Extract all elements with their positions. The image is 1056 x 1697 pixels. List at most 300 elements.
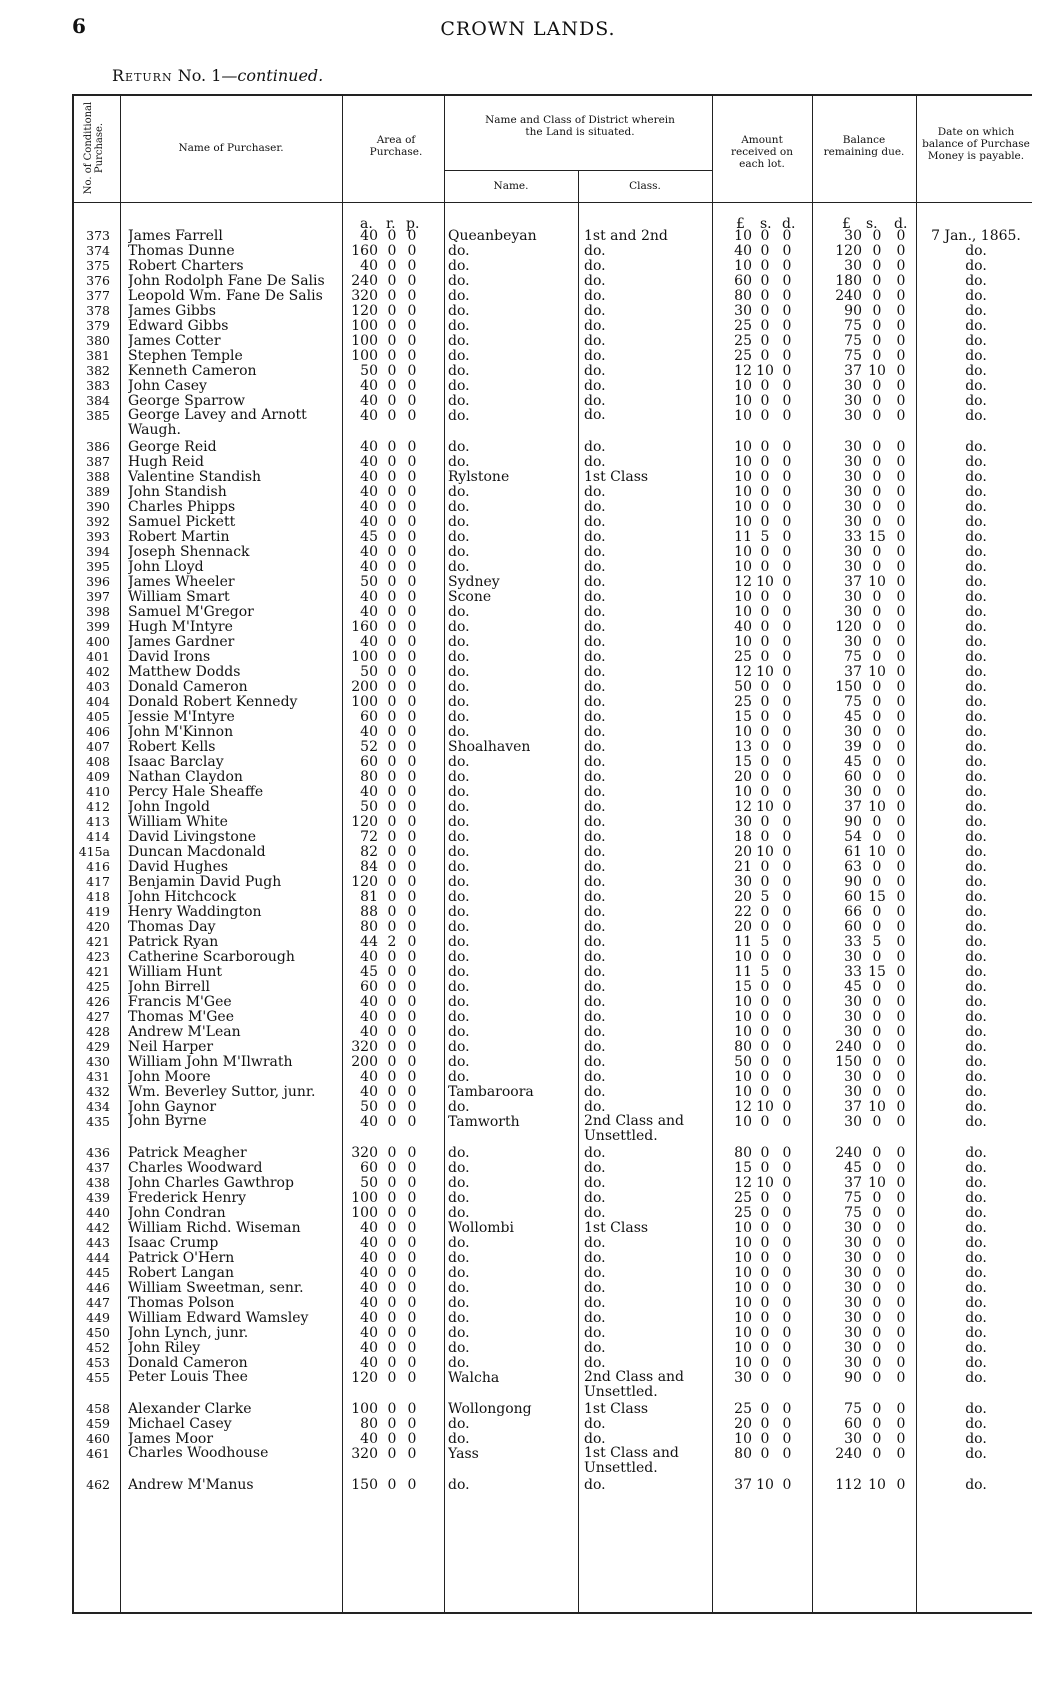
purchaser-name: John Byrne <box>128 1114 207 1129</box>
area-perches: 0 <box>407 393 417 409</box>
amount-pounds: 15 <box>734 979 752 995</box>
row-number: 429 <box>86 1039 110 1054</box>
balance-pence: 0 <box>896 273 906 289</box>
district-class: 1st Class <box>584 469 649 485</box>
row-number: 404 <box>86 694 110 709</box>
area-acres: 40 <box>360 469 378 485</box>
payable-date: do. <box>965 769 987 785</box>
unit-pence-balance: d. <box>894 216 908 232</box>
balance-shillings: 0 <box>872 634 882 650</box>
row-number: 388 <box>86 469 110 484</box>
area-perches: 0 <box>407 1190 417 1206</box>
balance-pounds: 75 <box>844 333 862 349</box>
area-acres: 40 <box>360 408 378 424</box>
amount-shillings: 0 <box>760 393 770 409</box>
district-name: do. <box>448 724 470 740</box>
area-perches: 0 <box>407 754 417 770</box>
amount-pence: 0 <box>782 318 792 334</box>
area-roods: 0 <box>387 288 397 304</box>
row-number: 418 <box>86 889 110 904</box>
purchaser-name: Stephen Temple <box>128 348 243 364</box>
amount-pounds: 12 <box>734 664 752 680</box>
balance-shillings: 0 <box>872 919 882 935</box>
area-roods: 0 <box>387 889 397 905</box>
district-name: do. <box>448 544 470 560</box>
district-name: Wollongong <box>448 1401 532 1417</box>
amount-shillings: 0 <box>760 1431 770 1447</box>
payable-date: do. <box>965 844 987 860</box>
area-acres: 200 <box>351 679 378 695</box>
balance-shillings: 10 <box>868 574 886 590</box>
district-class: do. <box>584 649 606 665</box>
balance-shillings: 0 <box>872 439 882 455</box>
area-acres: 72 <box>360 829 378 845</box>
area-roods: 0 <box>387 469 397 485</box>
purchaser-name: Patrick Meagher <box>128 1145 247 1161</box>
district-name: do. <box>448 664 470 680</box>
table-row <box>0 934 1056 950</box>
balance-shillings: 0 <box>872 769 882 785</box>
row-number: 452 <box>86 1340 110 1355</box>
area-roods: 0 <box>387 544 397 560</box>
amount-pence: 0 <box>782 754 792 770</box>
table-row <box>0 1160 1056 1176</box>
table-row <box>0 1250 1056 1266</box>
table-row <box>0 544 1056 560</box>
amount-pounds: 80 <box>734 1145 752 1161</box>
row-number: 453 <box>86 1355 110 1370</box>
balance-pence: 0 <box>896 784 906 800</box>
area-roods: 0 <box>387 679 397 695</box>
balance-pounds: 33 <box>844 529 862 545</box>
balance-pounds: 75 <box>844 649 862 665</box>
amount-shillings: 0 <box>760 454 770 470</box>
balance-pounds: 60 <box>844 1416 862 1432</box>
payable-date: do. <box>965 1039 987 1055</box>
balance-shillings: 0 <box>872 1114 882 1130</box>
amount-shillings: 0 <box>760 378 770 394</box>
row-number: 392 <box>86 514 110 529</box>
amount-shillings: 0 <box>760 408 770 424</box>
payable-date: do. <box>965 1401 987 1417</box>
amount-shillings: 10 <box>756 799 774 815</box>
amount-pounds: 25 <box>734 333 752 349</box>
area-roods: 0 <box>387 949 397 965</box>
amount-pence: 0 <box>782 1160 792 1176</box>
row-number: 421 <box>86 964 110 979</box>
district-class: do. <box>584 889 606 905</box>
row-number: 410 <box>86 784 110 799</box>
balance-pounds: 37 <box>844 664 862 680</box>
balance-pounds: 63 <box>844 859 862 875</box>
balance-pence: 0 <box>896 454 906 470</box>
amount-pence: 0 <box>782 994 792 1010</box>
payable-date: do. <box>965 439 987 455</box>
row-number: 458 <box>86 1401 110 1416</box>
amount-pence: 0 <box>782 859 792 875</box>
district-class: do. <box>584 634 606 650</box>
area-perches: 0 <box>407 1477 417 1493</box>
purchaser-name: John Rodolph Fane De Salis <box>128 273 325 289</box>
area-roods: 0 <box>387 1370 397 1386</box>
area-perches: 0 <box>407 1325 417 1341</box>
purchaser-name: James Gibbs <box>128 303 216 319</box>
area-acres: 40 <box>360 784 378 800</box>
district-class: do. <box>584 348 606 364</box>
row-number: 375 <box>86 258 110 273</box>
district-name: do. <box>448 1250 470 1266</box>
area-perches: 0 <box>407 934 417 950</box>
balance-pence: 0 <box>896 1114 906 1130</box>
purchaser-name: William Richd. Wiseman <box>128 1220 301 1236</box>
balance-pounds: 30 <box>844 544 862 560</box>
purchaser-name: Isaac Crump <box>128 1235 219 1251</box>
purchaser-name: John Lloyd <box>128 559 204 575</box>
amount-pounds: 12 <box>734 1175 752 1191</box>
row-number: 446 <box>86 1280 110 1295</box>
table-row <box>0 874 1056 890</box>
table-row <box>0 484 1056 500</box>
area-acres: 81 <box>360 889 378 905</box>
area-perches: 0 <box>407 559 417 575</box>
payable-date: do. <box>965 1280 987 1296</box>
amount-shillings: 0 <box>760 1325 770 1341</box>
area-acres: 40 <box>360 1325 378 1341</box>
balance-pounds: 54 <box>844 829 862 845</box>
area-perches: 0 <box>407 859 417 875</box>
amount-pounds: 20 <box>734 889 752 905</box>
row-number: 435 <box>86 1114 110 1129</box>
area-perches: 0 <box>407 979 417 995</box>
district-class: do. <box>584 1160 606 1176</box>
district-name: Tamworth <box>448 1114 520 1130</box>
balance-pounds: 30 <box>844 784 862 800</box>
purchaser-name: John Moore <box>128 1069 211 1085</box>
amount-pounds: 10 <box>734 784 752 800</box>
district-class: do. <box>584 1039 606 1055</box>
table-row <box>0 754 1056 770</box>
payable-date: do. <box>965 1009 987 1025</box>
area-roods: 0 <box>387 574 397 590</box>
amount-pounds: 10 <box>734 1009 752 1025</box>
amount-pence: 0 <box>782 979 792 995</box>
amount-pounds: 10 <box>734 949 752 965</box>
district-name: do. <box>448 1295 470 1311</box>
payable-date: do. <box>965 949 987 965</box>
balance-pounds: 30 <box>844 1009 862 1025</box>
row-number: 374 <box>86 243 110 258</box>
amount-shillings: 0 <box>760 1446 770 1462</box>
district-class: 1st and 2nd <box>584 228 668 244</box>
purchaser-name: Robert Kells <box>128 739 216 755</box>
balance-pounds: 75 <box>844 1401 862 1417</box>
amount-pence: 0 <box>782 1175 792 1191</box>
table-row <box>0 829 1056 845</box>
row-number: 408 <box>86 754 110 769</box>
payable-date: do. <box>965 1235 987 1251</box>
area-perches: 0 <box>407 1160 417 1176</box>
area-acres: 50 <box>360 664 378 680</box>
area-perches: 0 <box>407 1039 417 1055</box>
table-row <box>0 619 1056 635</box>
payable-date: do. <box>965 994 987 1010</box>
district-class: do. <box>584 559 606 575</box>
balance-pounds: 30 <box>844 499 862 515</box>
payable-date: do. <box>965 1190 987 1206</box>
amount-shillings: 0 <box>760 273 770 289</box>
payable-date: do. <box>965 1099 987 1115</box>
balance-pence: 0 <box>896 1416 906 1432</box>
district-class: do. <box>584 318 606 334</box>
district-name: do. <box>448 979 470 995</box>
row-number: 423 <box>86 949 110 964</box>
area-acres: 45 <box>360 529 378 545</box>
amount-pounds: 10 <box>734 1295 752 1311</box>
amount-pounds: 10 <box>734 1431 752 1447</box>
amount-shillings: 0 <box>760 348 770 364</box>
payable-date: do. <box>965 348 987 364</box>
area-acres: 60 <box>360 754 378 770</box>
amount-pence: 0 <box>782 273 792 289</box>
purchaser-name: Donald Cameron <box>128 679 248 695</box>
amount-pounds: 25 <box>734 348 752 364</box>
amount-pence: 0 <box>782 243 792 259</box>
amount-shillings: 0 <box>760 1084 770 1100</box>
area-perches: 0 <box>407 1084 417 1100</box>
district-name: do. <box>448 378 470 394</box>
area-roods: 0 <box>387 799 397 815</box>
payable-date: do. <box>965 1160 987 1176</box>
amount-pence: 0 <box>782 499 792 515</box>
area-perches: 0 <box>407 1114 417 1130</box>
amount-pence: 0 <box>782 724 792 740</box>
balance-pence: 0 <box>896 1431 906 1447</box>
area-perches: 0 <box>407 1235 417 1251</box>
amount-pence: 0 <box>782 1099 792 1115</box>
amount-shillings: 10 <box>756 1099 774 1115</box>
district-class: do. <box>584 1477 606 1493</box>
district-name: do. <box>448 949 470 965</box>
purchaser-name: John Ingold <box>128 799 210 815</box>
district-name: Rylstone <box>448 469 510 485</box>
district-name: do. <box>448 363 470 379</box>
amount-shillings: 0 <box>760 303 770 319</box>
amount-pounds: 10 <box>734 228 752 244</box>
area-perches: 0 <box>407 994 417 1010</box>
amount-pounds: 30 <box>734 874 752 890</box>
amount-pence: 0 <box>782 649 792 665</box>
balance-pence: 0 <box>896 529 906 545</box>
amount-pence: 0 <box>782 1446 792 1462</box>
table-row <box>0 228 1056 244</box>
amount-pence: 0 <box>782 709 792 725</box>
row-number: 445 <box>86 1265 110 1280</box>
amount-pence: 0 <box>782 1145 792 1161</box>
amount-pence: 0 <box>782 348 792 364</box>
amount-pounds: 10 <box>734 1024 752 1040</box>
payable-date: do. <box>965 814 987 830</box>
area-acres: 40 <box>360 1310 378 1326</box>
area-acres: 40 <box>360 484 378 500</box>
district-name: do. <box>448 288 470 304</box>
table-row <box>0 1220 1056 1236</box>
balance-shillings: 0 <box>872 303 882 319</box>
table-row <box>0 844 1056 860</box>
row-number: 412 <box>86 799 110 814</box>
district-class: do. <box>584 604 606 620</box>
balance-pounds: 45 <box>844 1160 862 1176</box>
area-perches: 0 <box>407 619 417 635</box>
district-name: do. <box>448 1431 470 1447</box>
header-name: Name of Purchaser. <box>178 142 284 154</box>
area-perches: 0 <box>407 964 417 980</box>
balance-pence: 0 <box>896 1054 906 1070</box>
balance-shillings: 0 <box>872 994 882 1010</box>
amount-pounds: 15 <box>734 709 752 725</box>
table-row <box>0 949 1056 965</box>
balance-pence: 0 <box>896 904 906 920</box>
balance-shillings: 10 <box>868 844 886 860</box>
amount-pence: 0 <box>782 1114 792 1130</box>
purchaser-name: Charles Woodhouse <box>128 1446 269 1461</box>
balance-shillings: 0 <box>872 484 882 500</box>
purchaser-name: Hugh Reid <box>128 454 204 470</box>
area-roods: 0 <box>387 904 397 920</box>
payable-date: do. <box>965 754 987 770</box>
payable-date: do. <box>965 634 987 650</box>
payable-date: do. <box>965 964 987 980</box>
balance-shillings: 10 <box>868 1175 886 1191</box>
balance-pounds: 30 <box>844 439 862 455</box>
balance-pounds: 30 <box>844 1084 862 1100</box>
area-acres: 100 <box>351 1205 378 1221</box>
district-name: do. <box>448 1416 470 1432</box>
table-row <box>0 333 1056 349</box>
amount-pence: 0 <box>782 544 792 560</box>
area-perches: 0 <box>407 709 417 725</box>
row-number: 378 <box>86 303 110 318</box>
table-row <box>0 1039 1056 1055</box>
amount-shillings: 0 <box>760 709 770 725</box>
row-number: 442 <box>86 1220 110 1235</box>
purchaser-name: Matthew Dodds <box>128 664 241 680</box>
balance-pence: 0 <box>896 994 906 1010</box>
amount-pounds: 80 <box>734 1039 752 1055</box>
district-class: do. <box>584 1295 606 1311</box>
balance-pence: 0 <box>896 1190 906 1206</box>
payable-date: do. <box>965 874 987 890</box>
unit-shillings-amount: s. <box>760 216 772 232</box>
area-acres: 40 <box>360 559 378 575</box>
area-acres: 40 <box>360 228 378 244</box>
amount-shillings: 0 <box>760 859 770 875</box>
district-name: Queanbeyan <box>448 228 537 244</box>
row-number: 376 <box>86 273 110 288</box>
amount-pounds: 10 <box>734 1310 752 1326</box>
purchaser-name: Samuel Pickett <box>128 514 236 530</box>
amount-shillings: 0 <box>760 1295 770 1311</box>
amount-pounds: 30 <box>734 814 752 830</box>
amount-shillings: 0 <box>760 769 770 785</box>
area-perches: 0 <box>407 499 417 515</box>
row-number: 459 <box>86 1416 110 1431</box>
district-name: Tambaroora <box>448 1084 534 1100</box>
purchaser-name: William White <box>128 814 228 830</box>
balance-shillings: 0 <box>872 949 882 965</box>
header-district: Name and Class of District wherein the Land is situated. <box>485 114 675 138</box>
district-name: do. <box>448 1039 470 1055</box>
district-name: do. <box>448 273 470 289</box>
row-number: 386 <box>86 439 110 454</box>
table-row <box>0 859 1056 875</box>
purchaser-name: Leopold Wm. Fane De Salis <box>128 288 323 304</box>
amount-pounds: 10 <box>734 1235 752 1251</box>
row-number: 373 <box>86 228 110 243</box>
area-acres: 100 <box>351 1190 378 1206</box>
area-roods: 0 <box>387 1054 397 1070</box>
balance-pence: 0 <box>896 1355 906 1371</box>
amount-shillings: 0 <box>760 739 770 755</box>
row-number: 437 <box>86 1160 110 1175</box>
balance-pence: 0 <box>896 1477 906 1493</box>
area-acres: 50 <box>360 799 378 815</box>
balance-pounds: 30 <box>844 1295 862 1311</box>
district-name: do. <box>448 934 470 950</box>
area-acres: 40 <box>360 1431 378 1447</box>
amount-pounds: 60 <box>734 273 752 289</box>
area-acres: 40 <box>360 994 378 1010</box>
area-acres: 120 <box>351 1370 378 1386</box>
district-class: do. <box>584 1250 606 1266</box>
balance-pence: 0 <box>896 874 906 890</box>
amount-pence: 0 <box>782 1416 792 1432</box>
area-perches: 0 <box>407 1250 417 1266</box>
area-perches: 0 <box>407 303 417 319</box>
district-name: do. <box>448 709 470 725</box>
balance-pounds: 30 <box>844 1069 862 1085</box>
district-class: do. <box>584 769 606 785</box>
balance-pounds: 61 <box>844 844 862 860</box>
balance-shillings: 0 <box>872 1069 882 1085</box>
table-row <box>0 889 1056 905</box>
district-name: do. <box>448 258 470 274</box>
table-row <box>0 1340 1056 1356</box>
area-roods: 0 <box>387 1310 397 1326</box>
amount-pence: 0 <box>782 393 792 409</box>
amount-shillings: 0 <box>760 1145 770 1161</box>
area-perches: 0 <box>407 1370 417 1386</box>
area-acres: 40 <box>360 589 378 605</box>
area-perches: 0 <box>407 844 417 860</box>
table-row <box>0 454 1056 470</box>
amount-pence: 0 <box>782 964 792 980</box>
amount-pence: 0 <box>782 1039 792 1055</box>
district-class: do. <box>584 484 606 500</box>
table-row <box>0 243 1056 259</box>
district-name: do. <box>448 829 470 845</box>
area-roods: 0 <box>387 1160 397 1176</box>
district-name: do. <box>448 514 470 530</box>
balance-pounds: 75 <box>844 1205 862 1221</box>
balance-shillings: 0 <box>872 679 882 695</box>
row-number: 460 <box>86 1431 110 1446</box>
balance-shillings: 0 <box>872 1310 882 1326</box>
area-roods: 0 <box>387 348 397 364</box>
district-class: do. <box>584 1054 606 1070</box>
row-number: 390 <box>86 499 110 514</box>
balance-pence: 0 <box>896 724 906 740</box>
district-class: do. <box>584 1416 606 1432</box>
